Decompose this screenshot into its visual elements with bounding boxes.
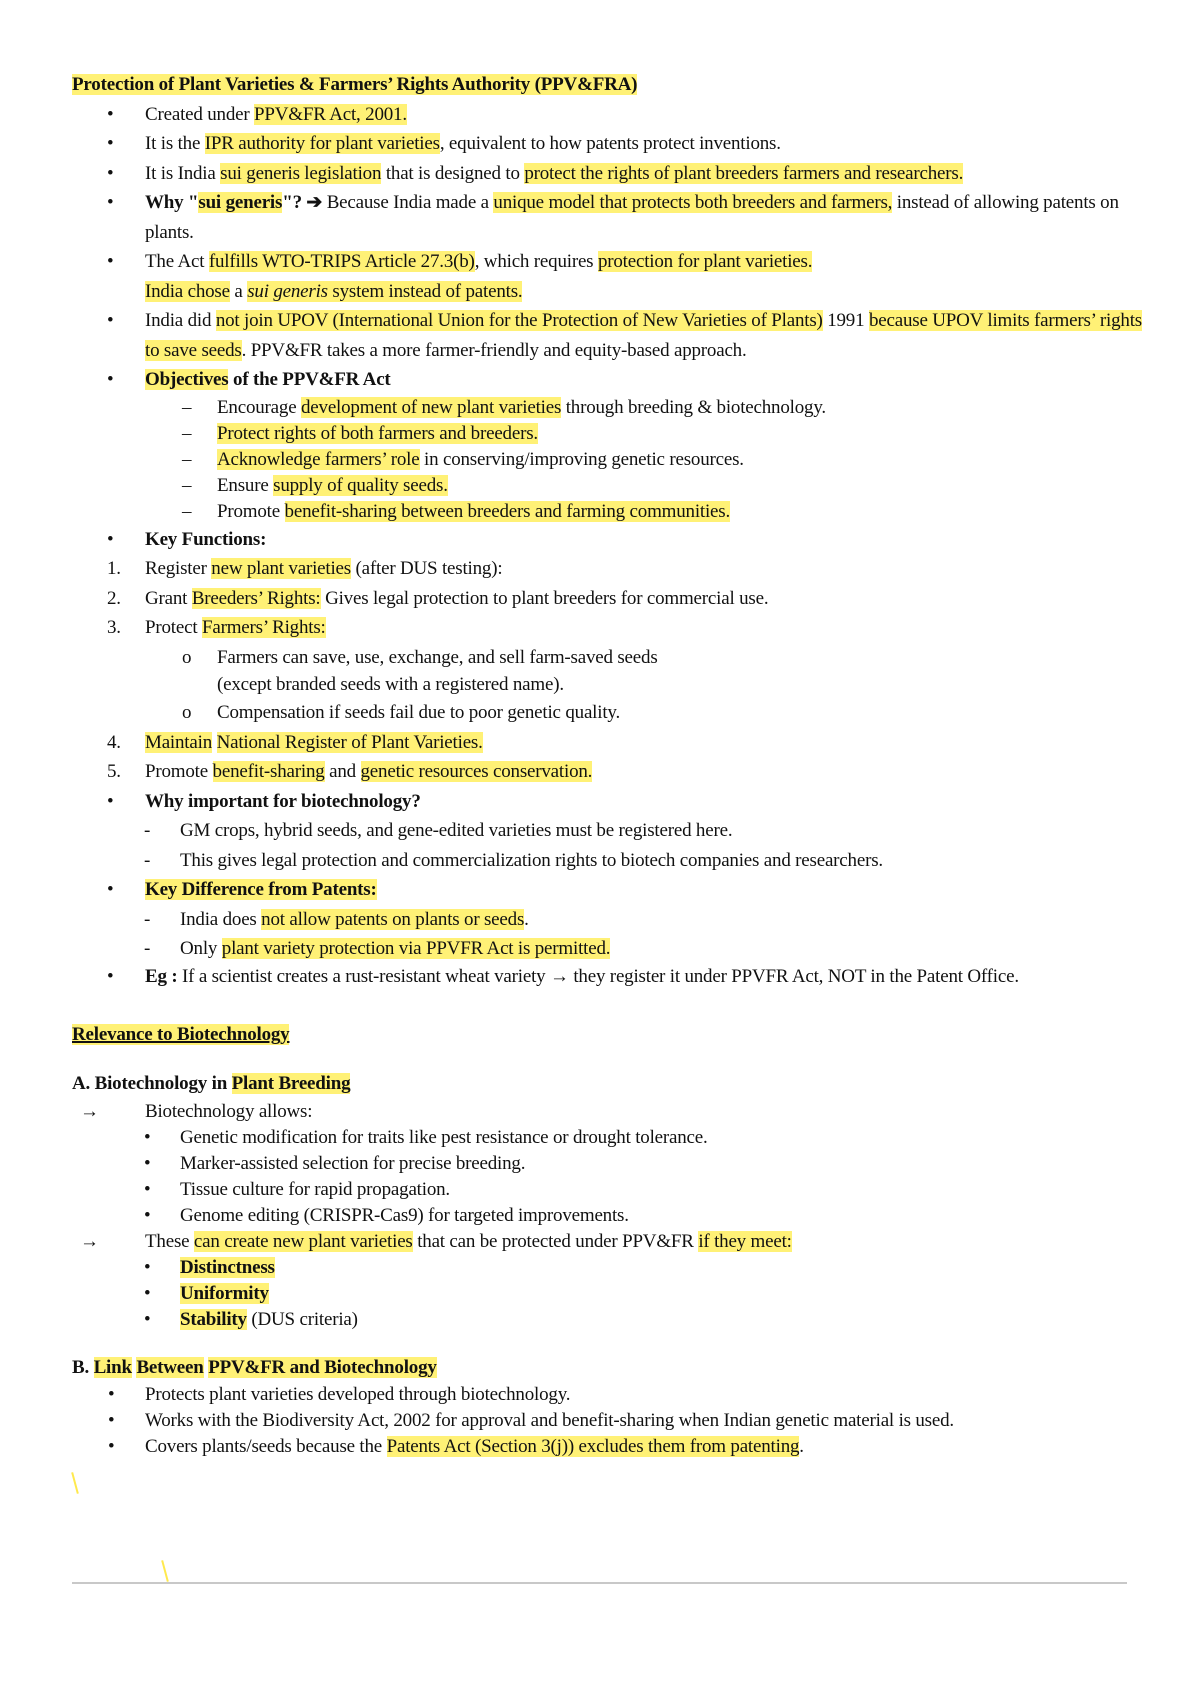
stray-highlight-mark: [161, 1560, 169, 1582]
list-marker: •: [108, 1410, 115, 1431]
text-run: in conserving/improving genetic resources.: [419, 448, 744, 470]
list-marker: •: [144, 1204, 151, 1226]
text-run: a: [229, 280, 248, 302]
text-run: Farmers can save, use, exchange, and sell farm-saved seeds: [217, 646, 658, 668]
list-marker: 3.: [107, 617, 121, 638]
text-run: Only: [180, 938, 222, 959]
list-marker: -: [144, 820, 151, 841]
text-run: Genome editing (CRISPR-Cas9) for targeted improvements.: [180, 1204, 629, 1226]
highlighted-text: new plant varieties: [211, 558, 351, 579]
list-marker: •: [107, 790, 114, 812]
list-marker: 2.: [107, 587, 121, 609]
text-run: It is India: [145, 162, 221, 184]
spacer: [72, 1049, 1142, 1069]
text-run: It is the: [145, 133, 205, 154]
list-marker: 5.: [107, 761, 121, 782]
highlighted-text: supply of quality seeds.: [273, 474, 448, 496]
list-marker: •: [107, 965, 114, 987]
highlighted-text: Between: [136, 1356, 204, 1378]
list-item: [72, 1203, 1142, 1229]
list-item: [72, 1408, 1142, 1434]
list-item: [72, 698, 1142, 728]
highlighted-text: Uniformity: [180, 1282, 269, 1304]
list-marker: •: [107, 251, 114, 272]
text-run: B.: [72, 1356, 94, 1378]
text-run: Covers plants/seeds because the: [145, 1436, 387, 1457]
section-heading: [72, 70, 1142, 100]
list-item: [72, 421, 1142, 447]
list-item: [72, 757, 1142, 787]
list-item: [72, 129, 1142, 159]
text-run: This gives legal protection and commercialization rights to biotech companies and researchers.: [180, 849, 883, 871]
highlighted-text: plant variety protection via PPVFR Act is permitted.: [221, 938, 611, 959]
list-item: [72, 934, 1142, 964]
highlighted-text: National Register of Plant Varieties.: [216, 731, 483, 753]
list-item: [72, 159, 1142, 189]
highlighted-text: Key Difference from Patents:: [145, 879, 377, 900]
highlighted-text: because UPOV limits farmers’ rights to save seeds: [145, 310, 1142, 361]
list-item: [72, 395, 1142, 421]
text-run: through breeding & biotechnology.: [561, 396, 826, 418]
list-item: [72, 499, 1142, 525]
highlighted-text: Objectives: [145, 369, 229, 390]
highlighted-text: genetic resources conservation.: [360, 761, 593, 782]
highlighted-text: Link: [93, 1356, 132, 1378]
section-heading: [72, 1353, 1142, 1383]
list-marker: →: [80, 1100, 99, 1122]
text-run: Gives legal protection to plant breeders for commercial use.: [320, 587, 769, 609]
text-run: of the PPV&FR Act: [228, 369, 391, 390]
text-run: India did: [145, 310, 216, 331]
highlighted-text: Relevance to Biotechnology: [72, 1023, 290, 1045]
page-divider: [72, 1582, 1127, 1584]
text-run: Created under: [145, 103, 255, 125]
text-run: "? ➔: [282, 192, 327, 213]
text-run: If a scientist creates a rust-resistant wheat variety → they register it under PPVFR Act, NOT in the Patent Office.: [182, 965, 1019, 987]
stray-highlight-mark: [71, 1472, 79, 1494]
list-marker: 1.: [107, 558, 121, 579]
list-item: [72, 584, 1142, 614]
list-marker: o: [182, 646, 192, 668]
list-marker: •: [107, 369, 114, 390]
highlighted-text: not join UPOV (International Union for the Protection of New Varieties of Plants): [215, 310, 823, 331]
list-marker: •: [144, 1126, 151, 1148]
list-marker: •: [107, 192, 114, 213]
list-item: [72, 473, 1142, 499]
list-marker: •: [107, 879, 114, 900]
text-run: Promote: [145, 761, 213, 782]
text-run: Protect: [145, 617, 202, 638]
list-item: [72, 816, 1142, 846]
list-marker: –: [182, 448, 192, 470]
highlighted-text: unique model that protects both breeders and farmers,: [493, 192, 893, 213]
highlighted-text: Breeders’ Rights:: [191, 587, 321, 609]
highlighted-text: PPV&FR and Biotechnology: [208, 1356, 437, 1378]
text-run: Key Functions:: [145, 528, 267, 550]
text-run: 1991: [822, 310, 869, 331]
highlighted-text: sui generis: [198, 192, 283, 213]
text-run: .: [799, 1436, 804, 1457]
list-marker: →: [80, 1230, 99, 1252]
text-run: and: [324, 761, 361, 782]
list-marker: •: [144, 1308, 151, 1330]
list-item: [72, 247, 1142, 277]
list-marker: •: [107, 103, 114, 125]
highlighted-text: benefit-sharing between breeders and farming communities.: [284, 500, 731, 522]
text-run: that can be protected under PPV&FR: [412, 1230, 699, 1252]
highlighted-text: not allow patents on plants or seeds: [261, 908, 525, 930]
list-item: [72, 525, 1142, 555]
list-item: [72, 365, 1142, 395]
highlighted-text: Farmers’ Rights:: [201, 617, 326, 638]
highlighted-text: if they meet:: [698, 1230, 792, 1252]
text-run: (except branded seeds with a registered name).: [217, 674, 564, 695]
list-item: [72, 672, 1142, 698]
text-run: Register: [145, 558, 212, 579]
highlighted-text: fulfills WTO-TRIPS Article 27.3(b): [208, 251, 475, 272]
highlighted-text: India chose: [145, 280, 230, 302]
highlighted-text: benefit-sharing: [212, 761, 325, 782]
text-run: Grant: [145, 587, 192, 609]
list-marker: -: [144, 908, 151, 930]
list-item: [72, 1307, 1142, 1333]
list-marker: •: [107, 133, 114, 154]
list-item: [72, 277, 1142, 307]
highlighted-text: Acknowledge farmers’ role: [217, 448, 420, 470]
list-item: [72, 1099, 1142, 1125]
list-marker: 4.: [107, 731, 121, 753]
list-item: [72, 447, 1142, 473]
text-run: (after DUS testing):: [350, 558, 503, 579]
highlighted-text: IPR authority for plant varieties: [204, 133, 440, 154]
text-run: instead of allowing patents on plants.: [145, 192, 1119, 243]
highlighted-text: Patents Act (Section 3(j)) excludes them from patenting: [386, 1436, 800, 1457]
text-run: Why ": [145, 192, 199, 213]
list-item: [72, 1151, 1142, 1177]
list-marker: –: [182, 396, 192, 418]
list-marker: –: [182, 422, 192, 444]
text-run: Marker-assisted selection for precise breeding.: [180, 1152, 526, 1174]
highlighted-text: can create new plant varieties: [193, 1230, 413, 1252]
highlighted-text: Protect rights of both farmers and breeders.: [217, 422, 538, 444]
list-item: [72, 905, 1142, 935]
list-item: [72, 846, 1142, 876]
text-run: These: [145, 1230, 194, 1252]
list-item: [72, 964, 1142, 990]
highlighted-text: Protection of Plant Varieties & Farmers’ Rights Authority (PPV&FRA): [72, 74, 638, 95]
text-run: Genetic modification for traits like pest resistance or drought tolerance.: [180, 1126, 708, 1148]
text-run: Works with the Biodiversity Act, 2002 for approval and benefit-sharing when Indian genetic material is used.: [145, 1410, 954, 1431]
highlighted-text: protect the rights of plant breeders farmers and researchers.: [524, 162, 964, 184]
text-run: Why important for biotechnology?: [145, 790, 421, 812]
text-run: India does: [180, 908, 262, 930]
list-marker: •: [107, 310, 114, 331]
text-run: . PPV&FR takes a more farmer-friendly and equity-based approach.: [241, 339, 747, 361]
text-run: Protects plant varieties developed through biotechnology.: [145, 1384, 571, 1405]
list-marker: –: [182, 500, 192, 522]
text-run: Ensure: [217, 474, 274, 496]
list-item: [72, 875, 1142, 905]
spacer: [72, 1333, 1142, 1353]
list-marker: •: [144, 1152, 151, 1174]
spacer: [72, 990, 1142, 1020]
list-item: [72, 787, 1142, 817]
list-item: [72, 1125, 1142, 1151]
text-run: [212, 732, 217, 753]
list-marker: •: [108, 1436, 115, 1457]
text-run: Because India made a: [326, 192, 494, 213]
highlighted-text: development of new plant varieties: [300, 396, 562, 418]
list-item: [72, 728, 1142, 758]
text-run: Tissue culture for rapid propagation.: [180, 1178, 450, 1200]
list-item: [72, 613, 1142, 643]
text-run: that is designed to: [381, 162, 525, 184]
list-item: [72, 1177, 1142, 1203]
list-marker: •: [108, 1384, 115, 1405]
text-run: , which requires: [474, 251, 598, 272]
highlighted-text: Distinctness: [180, 1256, 275, 1278]
highlighted-text: sui generis legislation: [220, 162, 382, 184]
highlighted-text: system instead of patents.: [327, 280, 523, 302]
highlighted-text: protection for plant varieties.: [597, 251, 813, 272]
text-run: Encourage: [217, 396, 301, 418]
document-body: [72, 70, 1142, 1460]
list-marker: •: [144, 1178, 151, 1200]
section-heading: [72, 1069, 1142, 1099]
highlighted-text: sui generis: [247, 280, 328, 302]
text-run: Eg :: [145, 965, 183, 987]
text-run: , equivalent to how patents protect inventions.: [439, 133, 781, 154]
list-item: [72, 1281, 1142, 1307]
list-marker: •: [144, 1256, 151, 1278]
text-run: The Act: [145, 251, 209, 272]
list-item: [72, 100, 1142, 130]
list-item: [72, 1229, 1142, 1255]
text-run: GM crops, hybrid seeds, and gene-edited varieties must be registered here.: [180, 820, 733, 841]
highlighted-text: PPV&FR Act, 2001.: [254, 103, 407, 125]
list-item: [72, 188, 1142, 247]
text-run: Compensation if seeds fail due to poor genetic quality.: [217, 702, 621, 723]
list-marker: -: [144, 849, 151, 871]
text-run: A. Biotechnology in: [72, 1073, 232, 1094]
list-marker: -: [144, 938, 151, 959]
list-item: [72, 643, 1142, 673]
text-run: Promote: [217, 500, 285, 522]
text-run: Biotechnology allows:: [145, 1100, 313, 1122]
list-item: [72, 554, 1142, 584]
list-marker: •: [144, 1282, 151, 1304]
list-marker: –: [182, 474, 192, 496]
list-marker: •: [107, 528, 114, 550]
highlighted-text: Plant Breeding: [231, 1073, 351, 1094]
text-run: (DUS criteria): [246, 1308, 358, 1330]
list-item: [72, 306, 1142, 365]
list-marker: o: [182, 702, 192, 723]
text-run: .: [524, 908, 529, 930]
list-marker: •: [107, 162, 114, 184]
list-item: [72, 1255, 1142, 1281]
highlighted-text: Stability: [180, 1308, 247, 1330]
list-item: [72, 1434, 1142, 1460]
list-item: [72, 1382, 1142, 1408]
section-heading: [72, 1020, 1142, 1050]
highlighted-text: Maintain: [145, 731, 212, 753]
